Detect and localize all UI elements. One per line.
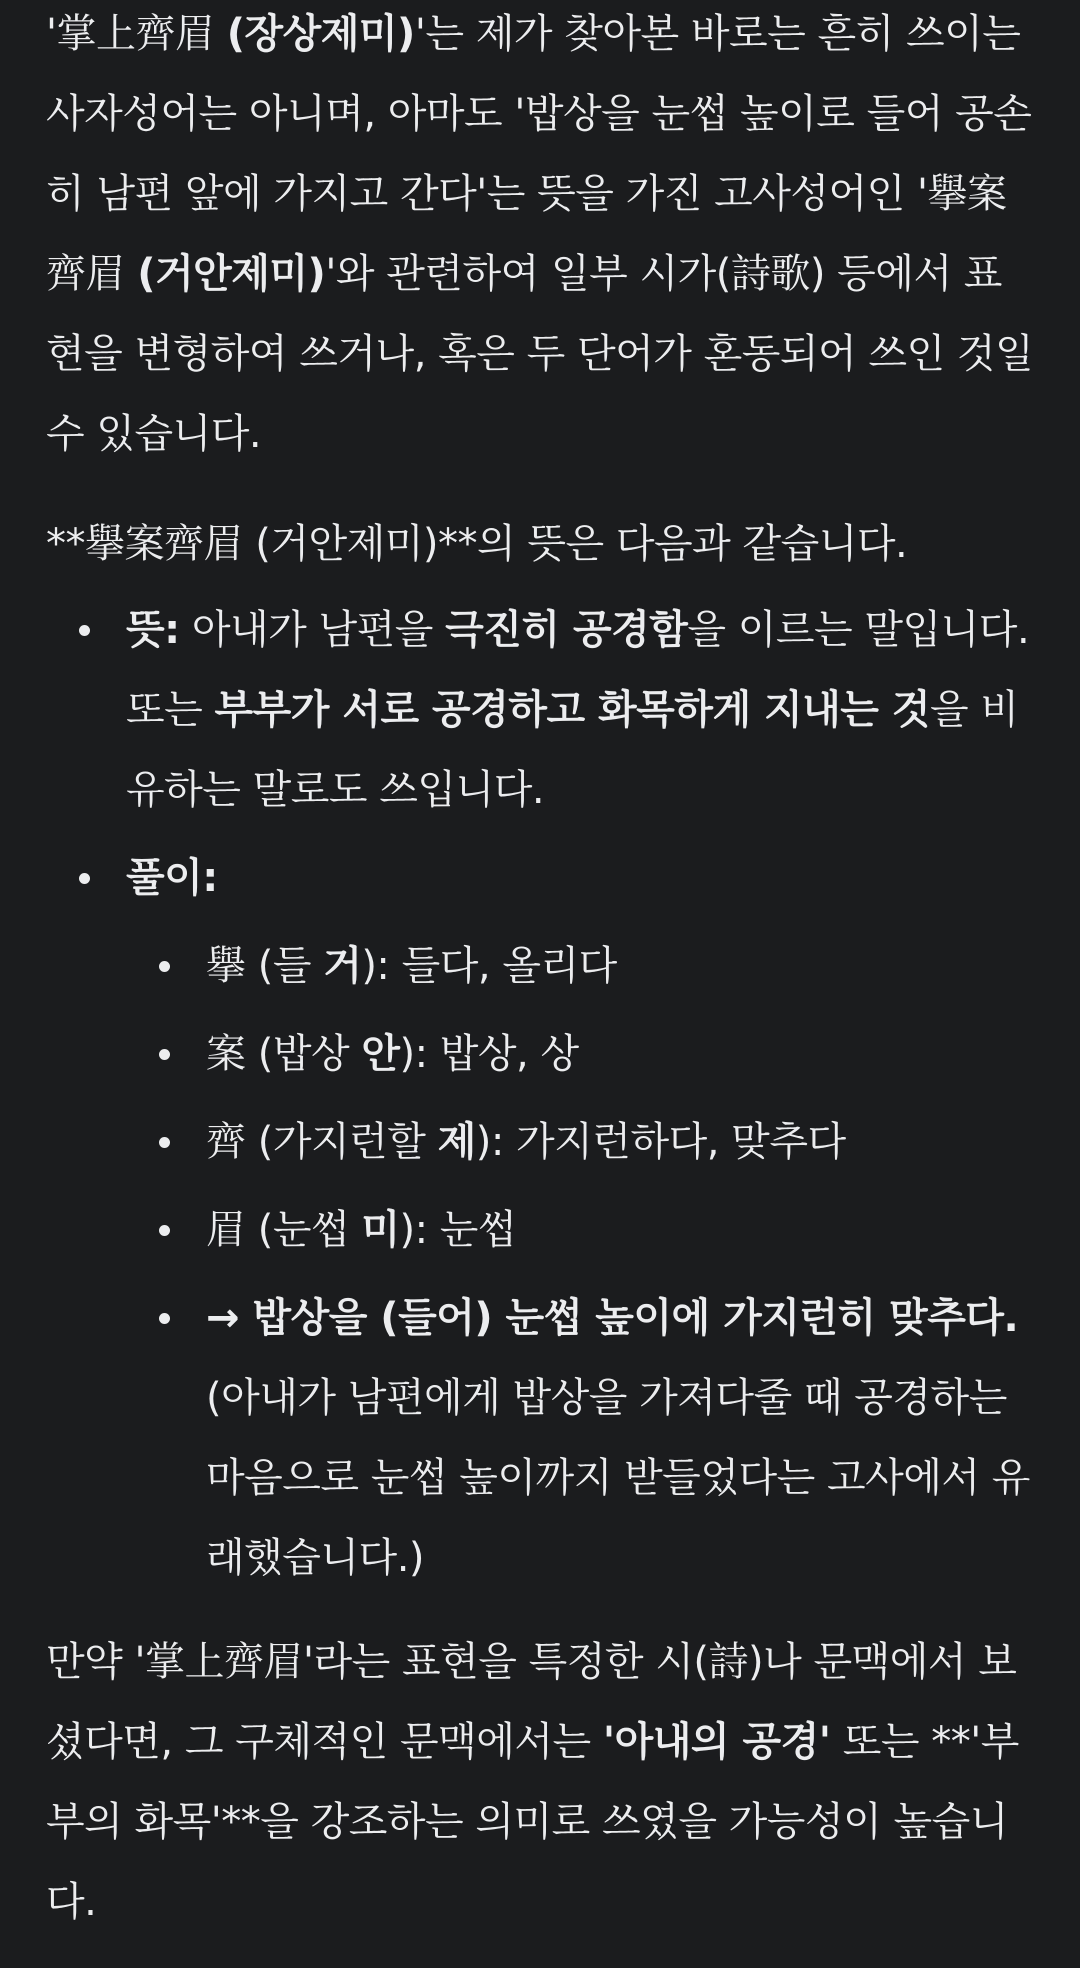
bullet-icon <box>79 873 90 884</box>
meaning-intro: **擧案齊眉 (거안제미)**의 뜻은 다음과 같습니다. <box>46 521 908 567</box>
conclusion-text-2: 또는 **'부부의 화목'**을 강조하는 의미로 쓰였을 가능성이 높습니다. <box>46 1719 1019 1925</box>
intro-paragraph <box>46 0 1040 474</box>
conclusion-bold-1: '아내의 공경' <box>602 1719 831 1765</box>
bullet-icon <box>79 625 90 636</box>
conclusion-text-1: 만약 '掌上齊眉'라는 표현을 특정한 시(詩)나 문맥에서 보셨다면, 그 구체적인 문맥에서는 <box>46 1639 1017 1765</box>
list-item-char <box>126 1102 1040 1182</box>
char-meaning: ): 들다, 올리다 <box>361 943 617 989</box>
conclusion-paragraph <box>46 1622 1040 1942</box>
char-label: 案 (밥상 <box>206 1031 362 1077</box>
char-label: 擧 (들 <box>206 943 324 989</box>
explanation-sublist <box>126 926 1040 1598</box>
meaning-list <box>46 590 1040 1598</box>
bullet-icon <box>159 1137 170 1148</box>
intro-hanja-title: '掌上齊眉 <box>46 11 215 57</box>
meaning-text-3: 을 비유하는 말로도 쓰입니다. <box>126 687 1019 813</box>
meaning-bold-1: 극진히 공경함 <box>445 607 688 653</box>
char-meaning: ): 눈썹 <box>399 1207 517 1253</box>
list-item-meaning <box>46 590 1040 830</box>
char-reading: 거 <box>323 943 362 989</box>
meaning-text-2: 을 이르는 말입니다. 또는 <box>126 607 1030 733</box>
meaning-label: 뜻: <box>126 607 180 653</box>
summary-text: (아내가 남편에게 밥상을 가져다줄 때 공경하는 마음으로 눈썹 높이까지 받들었다는 고사에서 유래했습니다.) <box>206 1375 1030 1581</box>
list-item-summary <box>126 1278 1040 1598</box>
summary-bold: → 밥상을 (들어) 눈썹 높이에 가지런히 맞추다. <box>206 1295 1019 1341</box>
meaning-bold-2: 부부가 서로 공경하고 화목하게 지내는 것 <box>214 687 931 733</box>
list-item-char <box>126 1190 1040 1270</box>
char-meaning: ): 밥상, 상 <box>399 1031 579 1077</box>
list-item-char <box>126 1014 1040 1094</box>
explanation-label: 풀이: <box>126 855 218 901</box>
char-label: 齊 (가지런할 <box>206 1119 438 1165</box>
list-item-explanation <box>46 838 1040 1598</box>
intro-text-2: '와 관련하여 일부 시가(詩歌) 등에서 표현을 변형하여 쓰거나, 혹은 두 단어가 혼동되어 쓰인 것일 수 있습니다. <box>46 251 1034 457</box>
bullet-icon <box>159 1225 170 1236</box>
list-item-char <box>126 926 1040 1006</box>
bullet-icon <box>159 961 170 972</box>
bullet-icon <box>159 1313 170 1324</box>
meaning-text-1: 아내가 남편을 <box>179 607 446 653</box>
char-reading: 제 <box>437 1119 476 1165</box>
intro-reading-2: (거안제미) <box>137 251 326 297</box>
char-reading: 미 <box>361 1207 400 1253</box>
char-meaning: ): 가지런하다, 맞추다 <box>475 1119 846 1165</box>
bullet-icon <box>159 1049 170 1060</box>
char-label: 眉 (눈썹 <box>206 1207 362 1253</box>
intro-text-1: '는 제가 찾아본 바로는 흔히 쓰이는 사자성어는 아니며, 아마도 '밥상을 눈썹 높이로 들어 공손히 남편 앞에 가지고 간다'는 뜻을 가진 고사성어인 '擧案齊眉 <box>46 11 1032 297</box>
intro-reading: (장상제미) <box>226 11 415 57</box>
char-reading: 안 <box>361 1031 400 1077</box>
